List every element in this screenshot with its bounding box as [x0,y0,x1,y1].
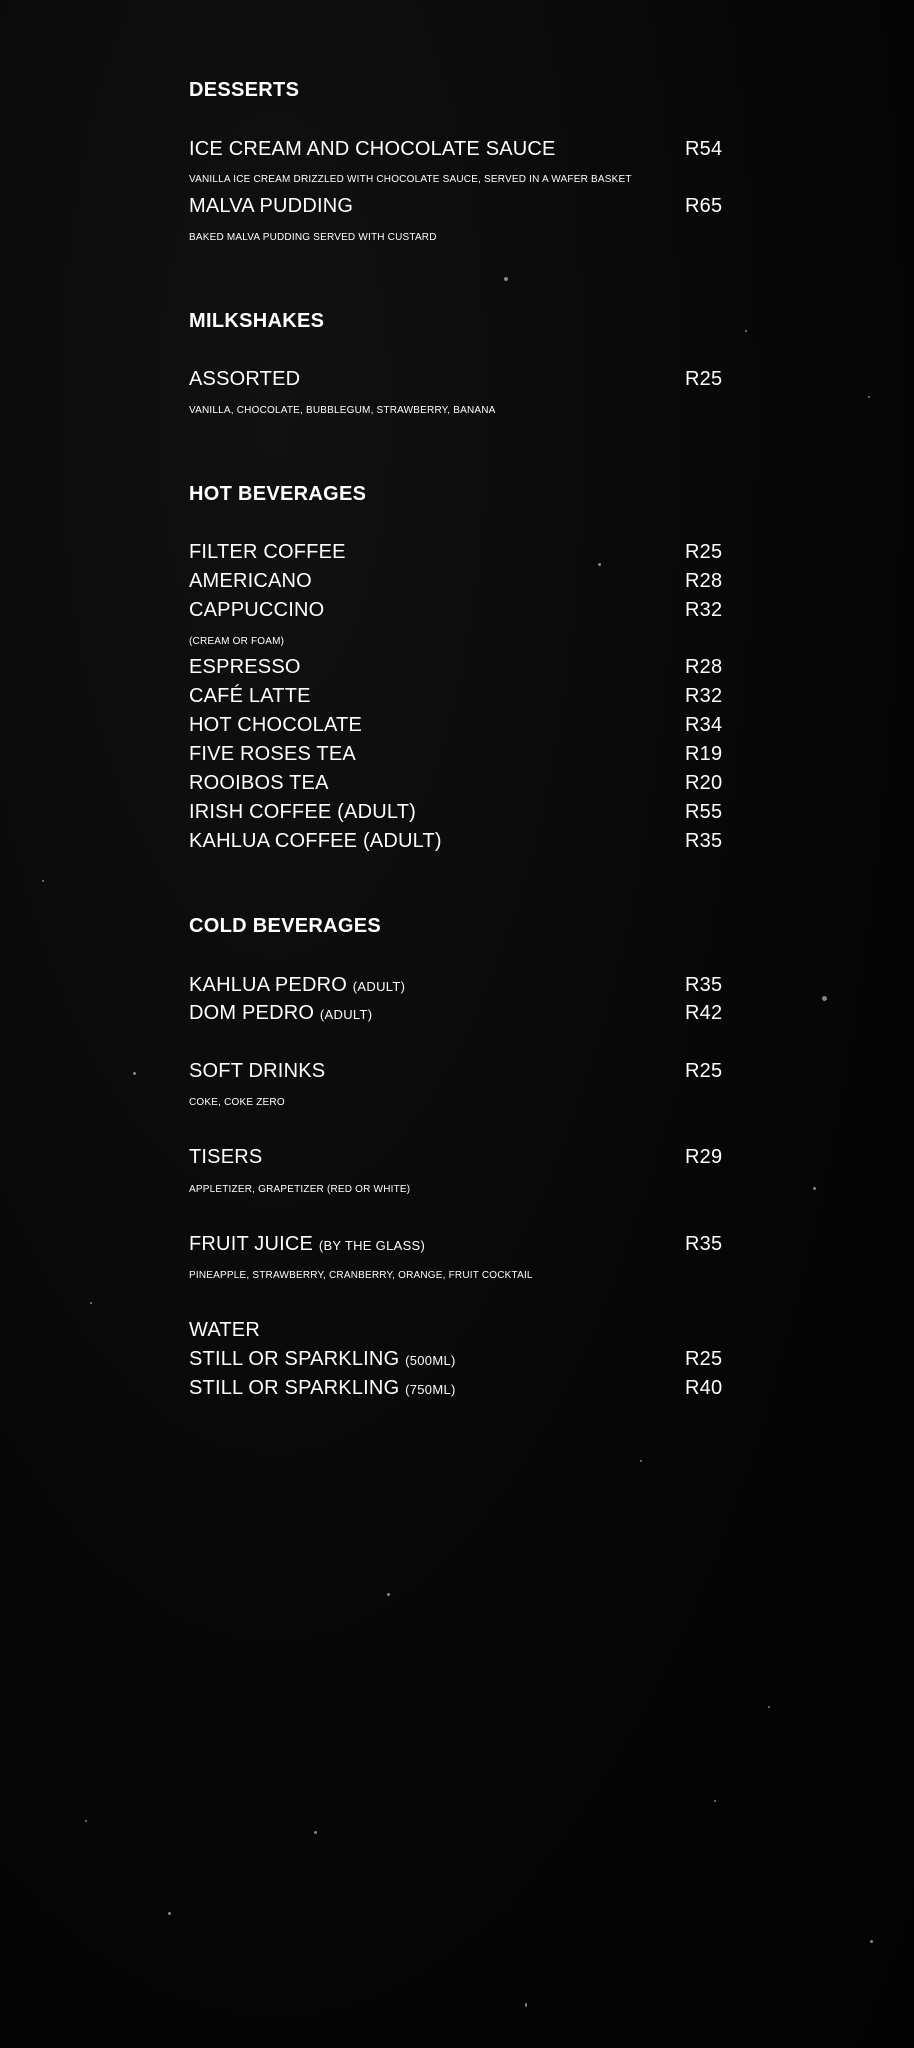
menu-item [189,711,729,739]
item-name: TISERS [189,1146,263,1168]
item-note: (500ML) [405,1353,456,1368]
menu-item [189,827,729,855]
menu-item [189,971,729,999]
item-name: ESPRESSO [189,656,301,678]
item-price: R55 [685,801,723,823]
item-name: WATER [189,1319,260,1341]
item-price: R35 [685,1233,723,1255]
speck [90,1302,92,1304]
item-description: APPLETIZER, GRAPETIZER (RED OR WHITE) [189,1184,411,1195]
item-name [189,1374,456,1404]
menu-item [189,740,729,768]
speck [168,1912,171,1915]
speck [314,1831,317,1834]
item-price: R19 [685,743,723,765]
item-price: R25 [685,541,723,563]
speck [745,330,747,332]
item-name-text: STILL OR SPARKLING [189,1348,400,1370]
item-price: R28 [685,570,723,592]
item-name: FILTER COFFEE [189,541,346,563]
item-name: MALVA PUDDING [189,195,354,217]
item-note: (ADULT) [352,979,406,994]
speck [768,1706,770,1708]
item-price: R35 [685,974,723,996]
menu-item [189,1316,729,1344]
item-name: HOT CHOCOLATE [189,714,362,736]
item-name: CAFÉ LATTE [189,685,311,707]
item-description: VANILLA ICE CREAM DRIZZLED WITH CHOCOLATE SAUCE, SERVED IN A WAFER BASKET [189,174,632,185]
item-description: PINEAPPLE, STRAWBERRY, CRANBERRY, ORANGE, FRUIT COCKTAIL [189,1270,533,1281]
item-name: IRISH COFFEE (ADULT) [189,801,416,823]
item-price: R40 [685,1377,723,1399]
speck [868,396,870,398]
menu-item [189,365,729,393]
item-name-text: STILL OR SPARKLING [189,1377,400,1399]
item-price: R25 [685,1348,723,1370]
item-name [189,1230,425,1260]
speck [640,1460,642,1462]
item-description: COKE, COKE ZERO [189,1097,285,1108]
speck [822,996,827,1001]
item-name [189,999,372,1029]
section-title-milkshakes: MILKSHAKES [189,310,325,332]
menu-item [189,769,729,797]
section-title-desserts: DESSERTS [189,79,300,101]
item-name: ASSORTED [189,368,301,390]
menu-item [189,135,729,163]
speck [504,277,508,281]
menu-item [189,192,729,220]
item-note: (ADULT) [319,1007,373,1022]
menu-item [189,1143,729,1171]
item-name: ROOIBOS TEA [189,772,329,794]
item-price: R28 [685,656,723,678]
speck [813,1187,816,1190]
item-description: VANILLA, CHOCOLATE, BUBBLEGUM, STRAWBERRY, BANANA [189,405,496,416]
item-price: R65 [685,195,723,217]
item-description: (CREAM OR FOAM) [189,636,285,647]
item-price: R42 [685,1002,723,1024]
speck [387,1593,390,1596]
menu-item [189,682,729,710]
menu-item [189,538,729,566]
menu-item [189,999,729,1027]
item-note: (750ML) [405,1382,456,1397]
item-price: R29 [685,1146,723,1168]
menu-item [189,1057,729,1085]
item-price: R35 [685,830,723,852]
item-price: R54 [685,138,723,160]
item-name: AMERICANO [189,570,312,592]
speck [85,1820,87,1822]
item-name: ICE CREAM AND CHOCOLATE SAUCE [189,138,556,160]
item-price: R32 [685,685,723,707]
item-price: R25 [685,1060,723,1082]
item-price: R34 [685,714,723,736]
speck [714,1800,716,1802]
item-description: BAKED MALVA PUDDING SERVED WITH CUSTARD [189,232,437,243]
menu-item [189,798,729,826]
item-note: (BY THE GLASS) [318,1238,426,1253]
item-name-text: DOM PEDRO [189,1002,315,1024]
menu-item [189,1230,729,1258]
item-price: R25 [685,368,723,390]
item-name [189,971,405,1001]
item-name: KAHLUA COFFEE (ADULT) [189,830,442,852]
item-name-text: KAHLUA PEDRO [189,974,348,996]
item-name: FIVE ROSES TEA [189,743,356,765]
item-price: R32 [685,599,723,621]
item-name: CAPPUCCINO [189,599,325,621]
section-title-hot-beverages: HOT BEVERAGES [189,483,367,505]
item-name [189,1345,456,1375]
speck [42,880,44,882]
menu-item [189,567,729,595]
menu-item [189,653,729,681]
menu-item [189,1345,729,1373]
speck [870,1940,873,1943]
item-name-text: FRUIT JUICE [189,1233,314,1255]
speck [133,1072,136,1075]
item-price: R20 [685,772,723,794]
speck [525,2003,527,2007]
menu-item [189,596,729,624]
section-title-cold-beverages: COLD BEVERAGES [189,915,382,937]
menu-item [189,1374,729,1402]
item-name: SOFT DRINKS [189,1060,326,1082]
